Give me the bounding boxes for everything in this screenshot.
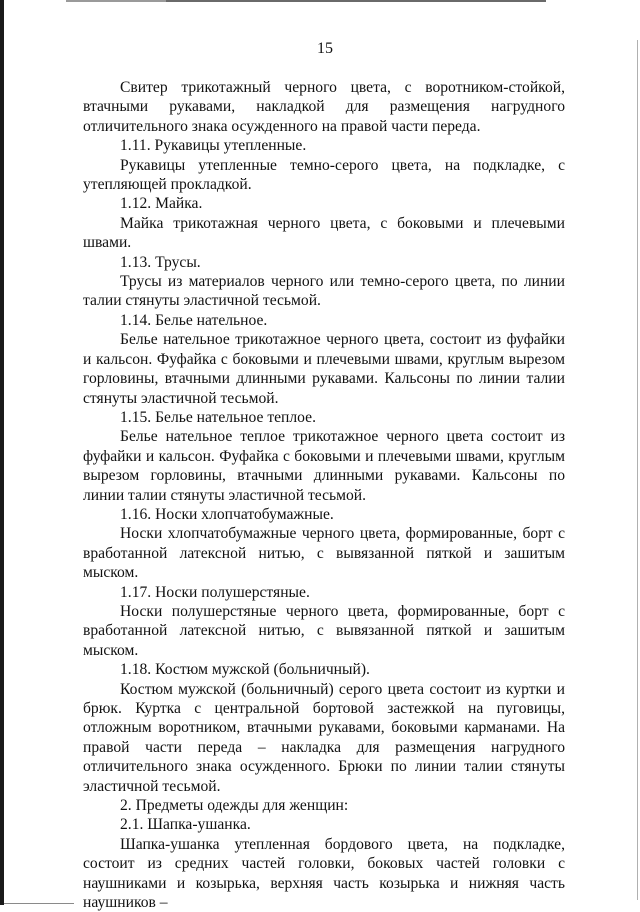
paragraph-undershirt-description: Майка трикотажная черного цвета, с боковыми и плечевыми швами. [83,214,565,252]
scan-edge-top [166,0,546,2]
section-heading-2: 2. Предметы одежды для женщин: [120,797,349,815]
paragraph-warm-underwear-description: Белье нательное теплое трикотажное черного цвета состоит из фуфайки и кальсон. Фуфайка с боковыми и плечевыми швами, круглым вырезом горловины, втачными длинными рукавами. Кальсоны по линии талии стянуты эластичной тесьмой. [83,428,565,504]
scan-edge-bottom [4,903,74,904]
paragraph-mittens-description: Рукавицы утепленные темно-серого цвета, на подкладке, с утепляющей прокладкой. [83,156,565,194]
section-heading-1-17: 1.17. Носки полушерстяные. [120,583,310,601]
paragraph-cotton-socks-description: Носки хлопчатобумажные черного цвета, формированные, борт с вработанной латексной нитью, с вывязанной пяткой и зашитым мыском. [83,525,565,582]
section-heading-1-12: 1.12. Майка. [120,195,203,213]
section-heading-2-1: 2.1. Шапка-ушанка. [120,816,251,834]
paragraph-underwear-description: Белье нательное трикотажное черного цвета, состоит из фуфайки и кальсон. Фуфайка с боковыми и плечевыми швами, круглым вырезом горловины, втачными длинными рукавами. Кальсоны по линии талии стянуты эластичной тесьмой. [83,331,565,407]
section-heading-1-14: 1.14. Белье нательное. [120,311,268,329]
page-number: 15 [317,40,333,57]
document-body [83,78,565,912]
section-heading-1-16: 1.16. Носки хлопчатобумажные. [120,505,334,523]
paragraph-briefs-description: Трусы из материалов черного или темно-серого цвета, по линии талии стянуты эластичной тесьмой. [83,273,565,310]
section-heading-1-18: 1.18. Костюм мужской (больничный). [120,661,370,679]
scan-edge-top [66,0,166,2]
section-heading-1-13: 1.13. Трусы. [120,253,201,271]
paragraph-wool-socks-description: Носки полушерстяные черного цвета, формированные, борт с вработанной латексной нитью, с вывязанной пяткой и зашитым мыском. [83,602,565,659]
scan-edge-right [637,40,638,900]
section-heading-1-15: 1.15. Белье нательное теплое. [120,408,316,426]
paragraph-sweater-description: Свитер трикотажный черного цвета, с воротником-стойкой, втачными рукавами, накладкой для размещения нагрудного отличительного знака осужденного на правой части переда. [83,79,565,135]
paragraph-hospital-suit-description: Костюм мужской (больничный) серого цвета состоит из куртки и брюк. Куртка с центральной бортовой застежкой на пуговицы, отложным воротником, втачными рукавами, боковыми карманами. На правой части переда – накладка для размещения нагрудного отличительного знака осужденного. Брюки по линии талии стянуты эластичной тесьмой. [83,680,565,795]
section-heading-1-11: 1.11. Рукавицы утепленные. [120,137,307,155]
scan-edge-left [0,0,4,905]
paragraph-ushanka-description: Шапка-ушанка утепленная бордового цвета, на подкладке, состоит из средних частей головки, боковых частей головки с наушниками и козырька, верхняя часть козырька и нижняя часть наушников – [83,835,565,912]
